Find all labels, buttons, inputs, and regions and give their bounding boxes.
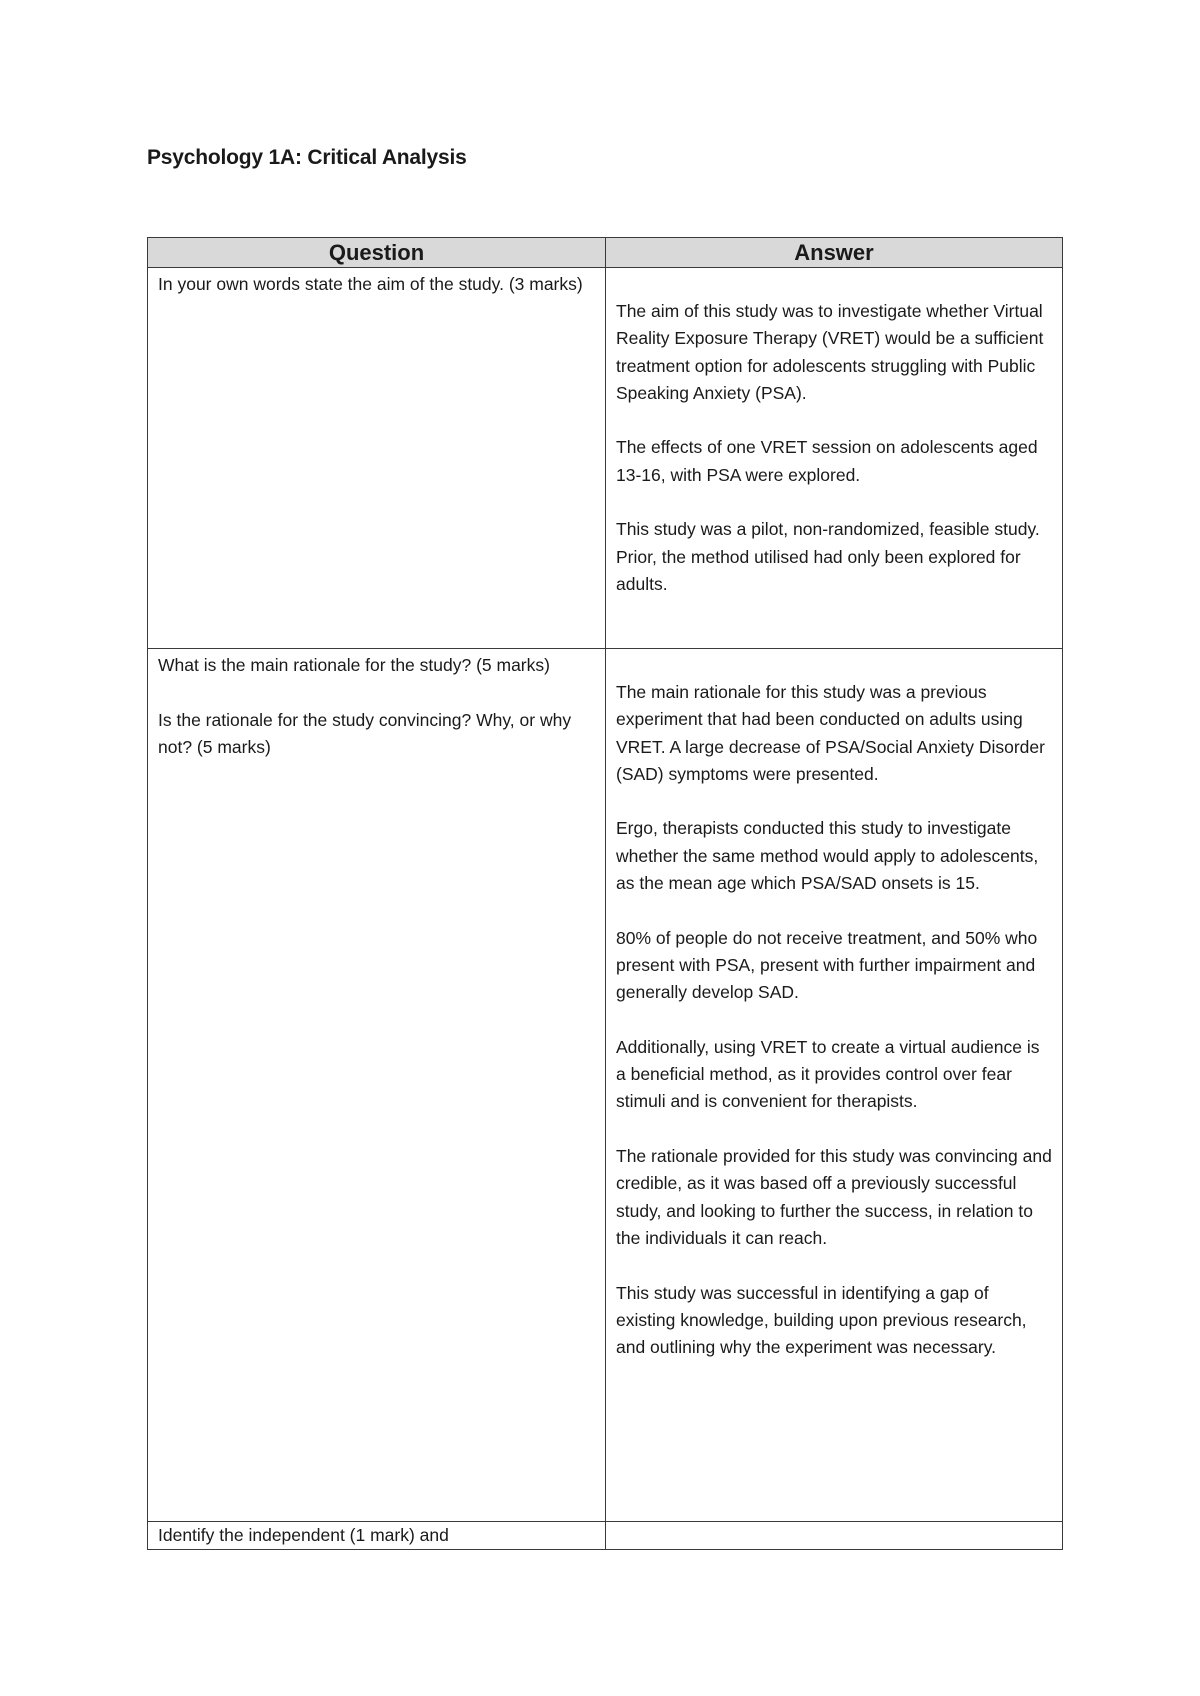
answer-paragraph: The main rationale for this study was a previous experiment that had been conducted on adults using VRET. A large decrease of PSA/Social Anxiety Disorder (SAD) symptoms were presented. bbox=[616, 682, 1045, 784]
answer-paragraph: 80% of people do not receive treatment, and 50% who present with PSA, present with further impairment and generally develop SAD. bbox=[616, 927, 1038, 1003]
answer-paragraph: The effects of one VRET session on adolescents aged 13-16, with PSA were explored. bbox=[616, 437, 1038, 485]
answer-paragraph: Ergo, therapists conducted this study to investigate whether the same method would apply to adolescents, as the mean age which PSA/SAD onsets is 15. bbox=[616, 818, 1039, 894]
page-title: Psychology 1A: Critical Analysis bbox=[147, 146, 467, 169]
question-cell bbox=[148, 1522, 606, 1550]
answer-cell bbox=[606, 1522, 1063, 1550]
qa-table bbox=[147, 237, 1063, 1550]
table-row bbox=[148, 268, 1063, 649]
question-text: In your own words state the aim of the study. (3 marks) bbox=[158, 274, 583, 294]
table-row bbox=[148, 1522, 1063, 1550]
question-cell bbox=[148, 268, 606, 649]
table-row bbox=[148, 649, 1063, 1522]
question-column-header: Question bbox=[148, 238, 606, 268]
question-text: Is the rationale for the study convincing? Why, or why not? (5 marks) bbox=[158, 709, 572, 757]
answer-paragraph: The aim of this study was to investigate whether Virtual Reality Exposure Therapy (VRET) would be a sufficient treatment option for adolescents struggling with Public Speaking Anxiety (PSA). bbox=[616, 301, 1044, 403]
answer-cell bbox=[606, 649, 1063, 1522]
answer-paragraph: This study was a pilot, non-randomized, feasible study. Prior, the method utilised had only been explored for adults. bbox=[616, 519, 1040, 594]
answer-paragraph: This study was successful in identifying a gap of existing knowledge, building upon previous research, and outlining why the experiment was necessary. bbox=[616, 1282, 1027, 1358]
answer-paragraph: The rationale provided for this study was convincing and credible, as it was based off a previously successful study, and looking to further the success, in relation to the individuals it can reach. bbox=[616, 1146, 1052, 1248]
question-cell bbox=[148, 649, 606, 1522]
answer-column-header: Answer bbox=[606, 238, 1063, 268]
answer-paragraph: Additionally, using VRET to create a virtual audience is a beneficial method, as it provides control over fear stimuli and is convenient for therapists. bbox=[616, 1036, 1040, 1112]
answer-cell bbox=[606, 268, 1063, 649]
question-text: What is the main rationale for the study? (5 marks) bbox=[158, 655, 550, 675]
table-header-row bbox=[148, 238, 1063, 268]
question-text: Identify the independent (1 mark) and bbox=[158, 1525, 449, 1545]
